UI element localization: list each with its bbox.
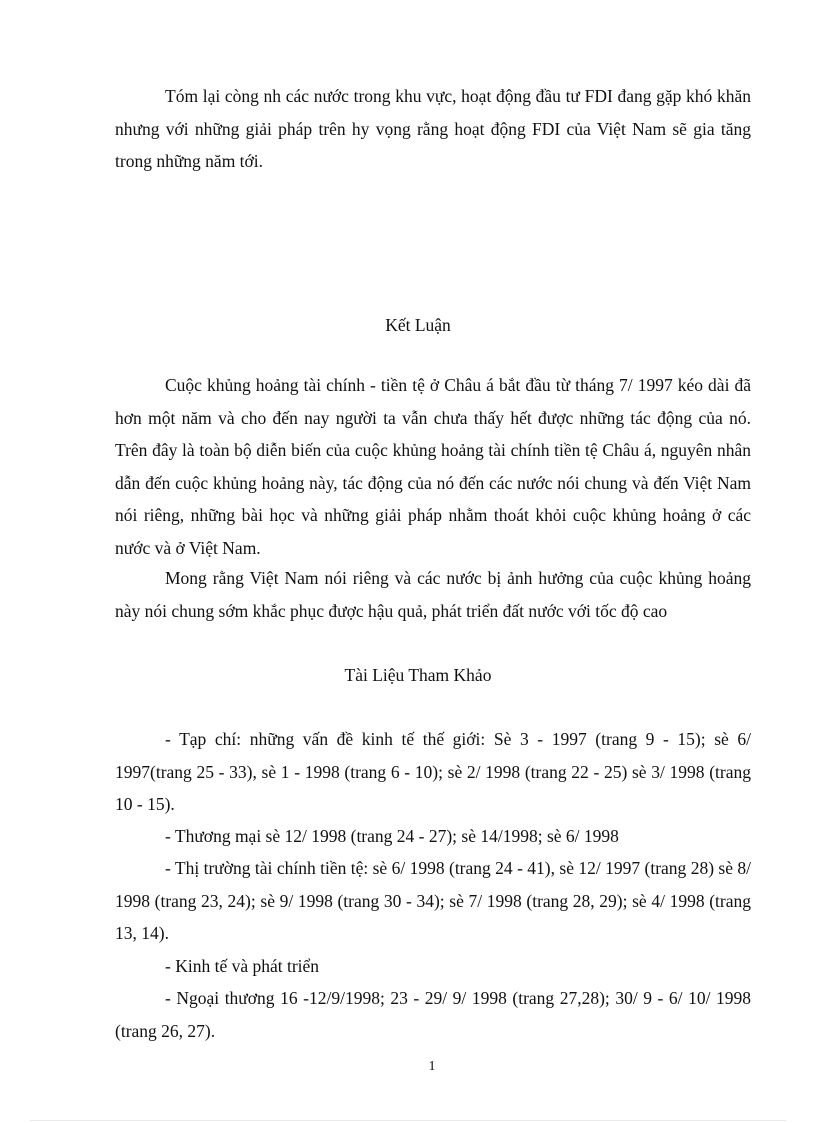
references-heading: Tài Liệu Tham Khảo xyxy=(344,665,492,685)
summary-paragraph: Tóm lại còng nh các nước trong khu vực, hoạt động đầu tư FDI đang gặp khó khăn nhưng với những giải pháp trên hy vọng rằng hoạt động FDI của Việt Nam sẽ gia tăng trong những năm tới. xyxy=(115,86,751,171)
conclusion-heading: Kết Luận xyxy=(385,315,451,335)
page-bottom-divider xyxy=(30,1120,786,1121)
reference-item: - Kinh tế và phát triển xyxy=(165,956,320,976)
page-number: 1 xyxy=(428,1059,436,1074)
reference-item: - Tạp chí: những vấn đề kinh tế thế giới: Sè 3 - 1997 (trang 9 - 15); sè 6/ 1997(trang 25 - 33), sè 1 - 1998 (trang 6 - 10); sè 2/ 1998 (trang 22 - 25) sè 3/ 1998 (trang 10 - 15). xyxy=(115,729,751,814)
reference-item: - Ngoại thương 16 -12/9/1998; 23 - 29/ 9/ 1998 (trang 27,28); 30/ 9 - 6/ 10/ 1998 (trang 26, 27). xyxy=(115,988,751,1041)
conclusion-paragraph-2: Mong rằng Việt Nam nói riêng và các nước bị ảnh hưởng của cuộc khủng hoảng này nói chung sớm khắc phục được hậu quả, phát triển đất nước với tốc độ cao xyxy=(115,568,751,621)
reference-item: - Thương mại sè 12/ 1998 (trang 24 - 27); sè 14/1998; sè 6/ 1998 xyxy=(165,826,619,846)
reference-item: - Thị trường tài chính tiền tệ: sè 6/ 1998 (trang 24 - 41), sè 12/ 1997 (trang 28) sè 8/ 1998 (trang 23, 24); sè 9/ 1998 (trang 30 - 34); sè 7/ 1998 (trang 28, 29); sè 4/ 1998 (trang 13, 14). xyxy=(115,858,751,943)
conclusion-paragraph-1: Cuộc khủng hoảng tài chính - tiền tệ ở Châu á bắt đầu từ tháng 7/ 1997 kéo dài đã hơn một năm và cho đến nay người ta vẫn chưa thấy hết được những tác động của nó. Trên đây là toàn bộ diễn biến của cuộc khủng hoảng tài chính tiền tệ Châu á, nguyên nhân dẫn đến cuộc khủng hoảng này, tác động của nó đến các nước nói chung và đến Việt Nam nói riêng, những bài học và những giải pháp nhằm thoát khỏi cuộc khủng hoảng ở các nước và ở Việt Nam. xyxy=(115,375,751,558)
